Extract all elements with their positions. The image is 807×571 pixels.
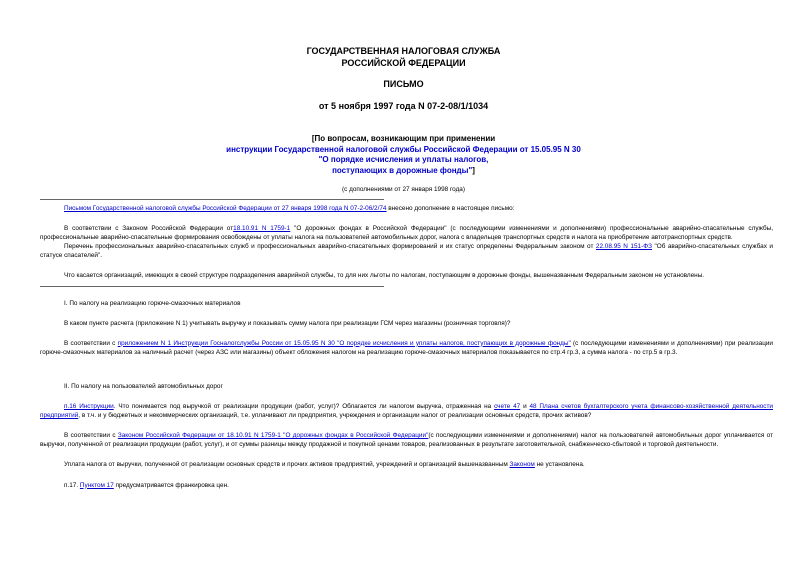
law-link[interactable]: Законом bbox=[509, 461, 535, 469]
agency-name-line1: ГОСУДАРСТВЕННАЯ НАЛОГОВАЯ СЛУЖБА bbox=[306, 46, 501, 56]
section-1-title: I. По налогу на реализацию горюче-смазочных материалов bbox=[64, 299, 241, 307]
account-47-link[interactable]: счете 47 bbox=[494, 403, 521, 411]
amendment-note: (с дополнениями от 27 января 1998 года) bbox=[342, 186, 465, 193]
amending-letter-link[interactable]: Письмом Государственной налоговой службы Российской Федерации от 27 января 1998 года N 07-2-06/2/74 bbox=[64, 205, 387, 212]
subject-line4-bracket: ] bbox=[472, 165, 475, 175]
agency-name-line2: РОССИЙСКОЙ ФЕДЕРАЦИИ bbox=[341, 57, 466, 68]
section-2-p17: п.17. Пунктом 17 предусматривается франкировка цен. bbox=[64, 481, 229, 489]
doc-date-number: от 5 ноября 1997 года N 07-2-08/1/1034 bbox=[318, 101, 489, 112]
appendix-1-instruction-link[interactable]: приложением N 1 Инструкции Госналогслужбы России от 15.05.95 N 30 "О порядке исчисления и уплаты налогов, поступающих в дорожные фонды" bbox=[117, 339, 571, 347]
doc-header bbox=[0, 46, 807, 113]
section-2-title: II. По налогу на пользователей автомобильных дорог bbox=[64, 382, 223, 390]
paragraph-2: Перечень профессиональных аварийно-спасательных служб и профессиональных аварийно-спасательных формирований и их статус определены Федеральным законом от 22.08.95 N 151-ФЗ "Об аварийно-спасательных службах и статусе спасателей". bbox=[40, 243, 773, 260]
section-1-answer: В соответствии с приложением N 1 Инструкции Госналогслужбы России от 15.05.95 N 30 "О порядке исчисления и уплаты налогов, поступающих в дорожные фонды" (с последующими изменениями и дополнениями) при реализации горюче-смазочных материалов за наличный расчет (через АЗС или магазины) объект обложения налогом на реализацию горюче-смазочных материалов показывается по стр.4 гр.3, а сумма налога - по стр.5 в гр.3. bbox=[40, 339, 773, 356]
section-2-answer: В соответствии с Законом Российской Федерации от 18.10.91 N 1759-1 "О дорожных фондах в Российской Федерации"(с последующими изменениями и дополнениями) налог на пользователей автомобильных дорог уплачивается от выручки, полученной от реализации продукции (работ, услуг), и от суммы разницы между продажной и покупной ценами товаров, реализованных в результате заготовительной, снабженческо-сбытовой и торговой деятельности. bbox=[40, 432, 773, 449]
account-48-plan-link[interactable]: 48 Плана счетов бухгалтерского учета финансово-хозяйственной деятельности предприятий bbox=[40, 403, 773, 420]
law-151-link[interactable]: 22.08.95 N 151-ФЗ bbox=[595, 243, 652, 251]
road-funds-law-link[interactable]: Законом Российской Федерации от 18.10.91 N 1759-1 "О дорожных фондах в Российской Федерации" bbox=[117, 432, 429, 440]
instruction-p16-link[interactable]: п.16 Инструкции bbox=[64, 403, 114, 411]
section-2-question: п.16 Инструкции. Что понимается под выручкой от реализации продукции (работ, услуг)? Облагается ли налогом выручка, отраженная на счете 47 и 48 Плана счетов бухгалтерского учета финансово-хозяйственной деятельности предприятий, в т.ч. и у бюджетных и некоммерческих организаций, т.е. уплачивают ли предприятия, учреждения и организации налог от реализации основных средств, прочих активов? bbox=[40, 403, 773, 420]
subject-line2: инструкции Государственной налоговой службы Российской Федерации от 15.05.95 N 30 bbox=[226, 144, 581, 154]
section-2-answer-2: Уплата налога от выручки, полученной от реализации основных средств и прочих активов предприятий, учреждений и организаций вышеназванным Законом не установлена. bbox=[64, 461, 585, 469]
doc-type: ПИСЬМО bbox=[383, 79, 424, 90]
subject-line3: "О порядке исчисления и уплаты налогов, bbox=[318, 155, 489, 165]
amendment-intro: Письмом Государственной налоговой службы Российской Федерации от 27 января 1998 года N 07-2-06/2/74 внесено дополнение в настоящее письмо: bbox=[64, 205, 515, 212]
paragraph-1: В соответствии с Законом Российской Федерации от18.10.91 N 1759-1 "О дорожных фондах в Российской Федерации" (с последующими изменениями и дополнениями) профессиональные аварийно-спасательные службы, профессиональные аварийно-спасательные формирования освобождены от уплаты налога на пользователей автомобильных дорог, налога с владельцев транспортных средств и налога на приобретение автотранспортных средств. bbox=[40, 225, 773, 242]
divider-bottom bbox=[40, 286, 384, 287]
paragraph-3: Что касается организаций, имеющих в своей структуре подразделения аварийной службы, то для них льготы по налогам, поступающим в дорожные фонды, вышеназванным Федеральным законом не установлены. bbox=[64, 272, 705, 280]
doc-subject bbox=[0, 134, 807, 176]
section-1-question: В каком пункте расчета (приложение N 1) учитывать выручку и показывать сумму налога при реализации ГСМ через магазины (розничная торговля)? bbox=[64, 319, 511, 327]
subject-line4: поступающих в дорожные фонды" bbox=[332, 165, 473, 175]
divider-top bbox=[40, 199, 384, 200]
subject-line1: [По вопросам, возникающим при применении bbox=[311, 134, 496, 143]
law-1759-link[interactable]: 18.10.91 N 1759-1 bbox=[233, 225, 291, 233]
document-body bbox=[40, 204, 773, 490]
point-17-link[interactable]: Пунктом 17 bbox=[79, 481, 114, 489]
